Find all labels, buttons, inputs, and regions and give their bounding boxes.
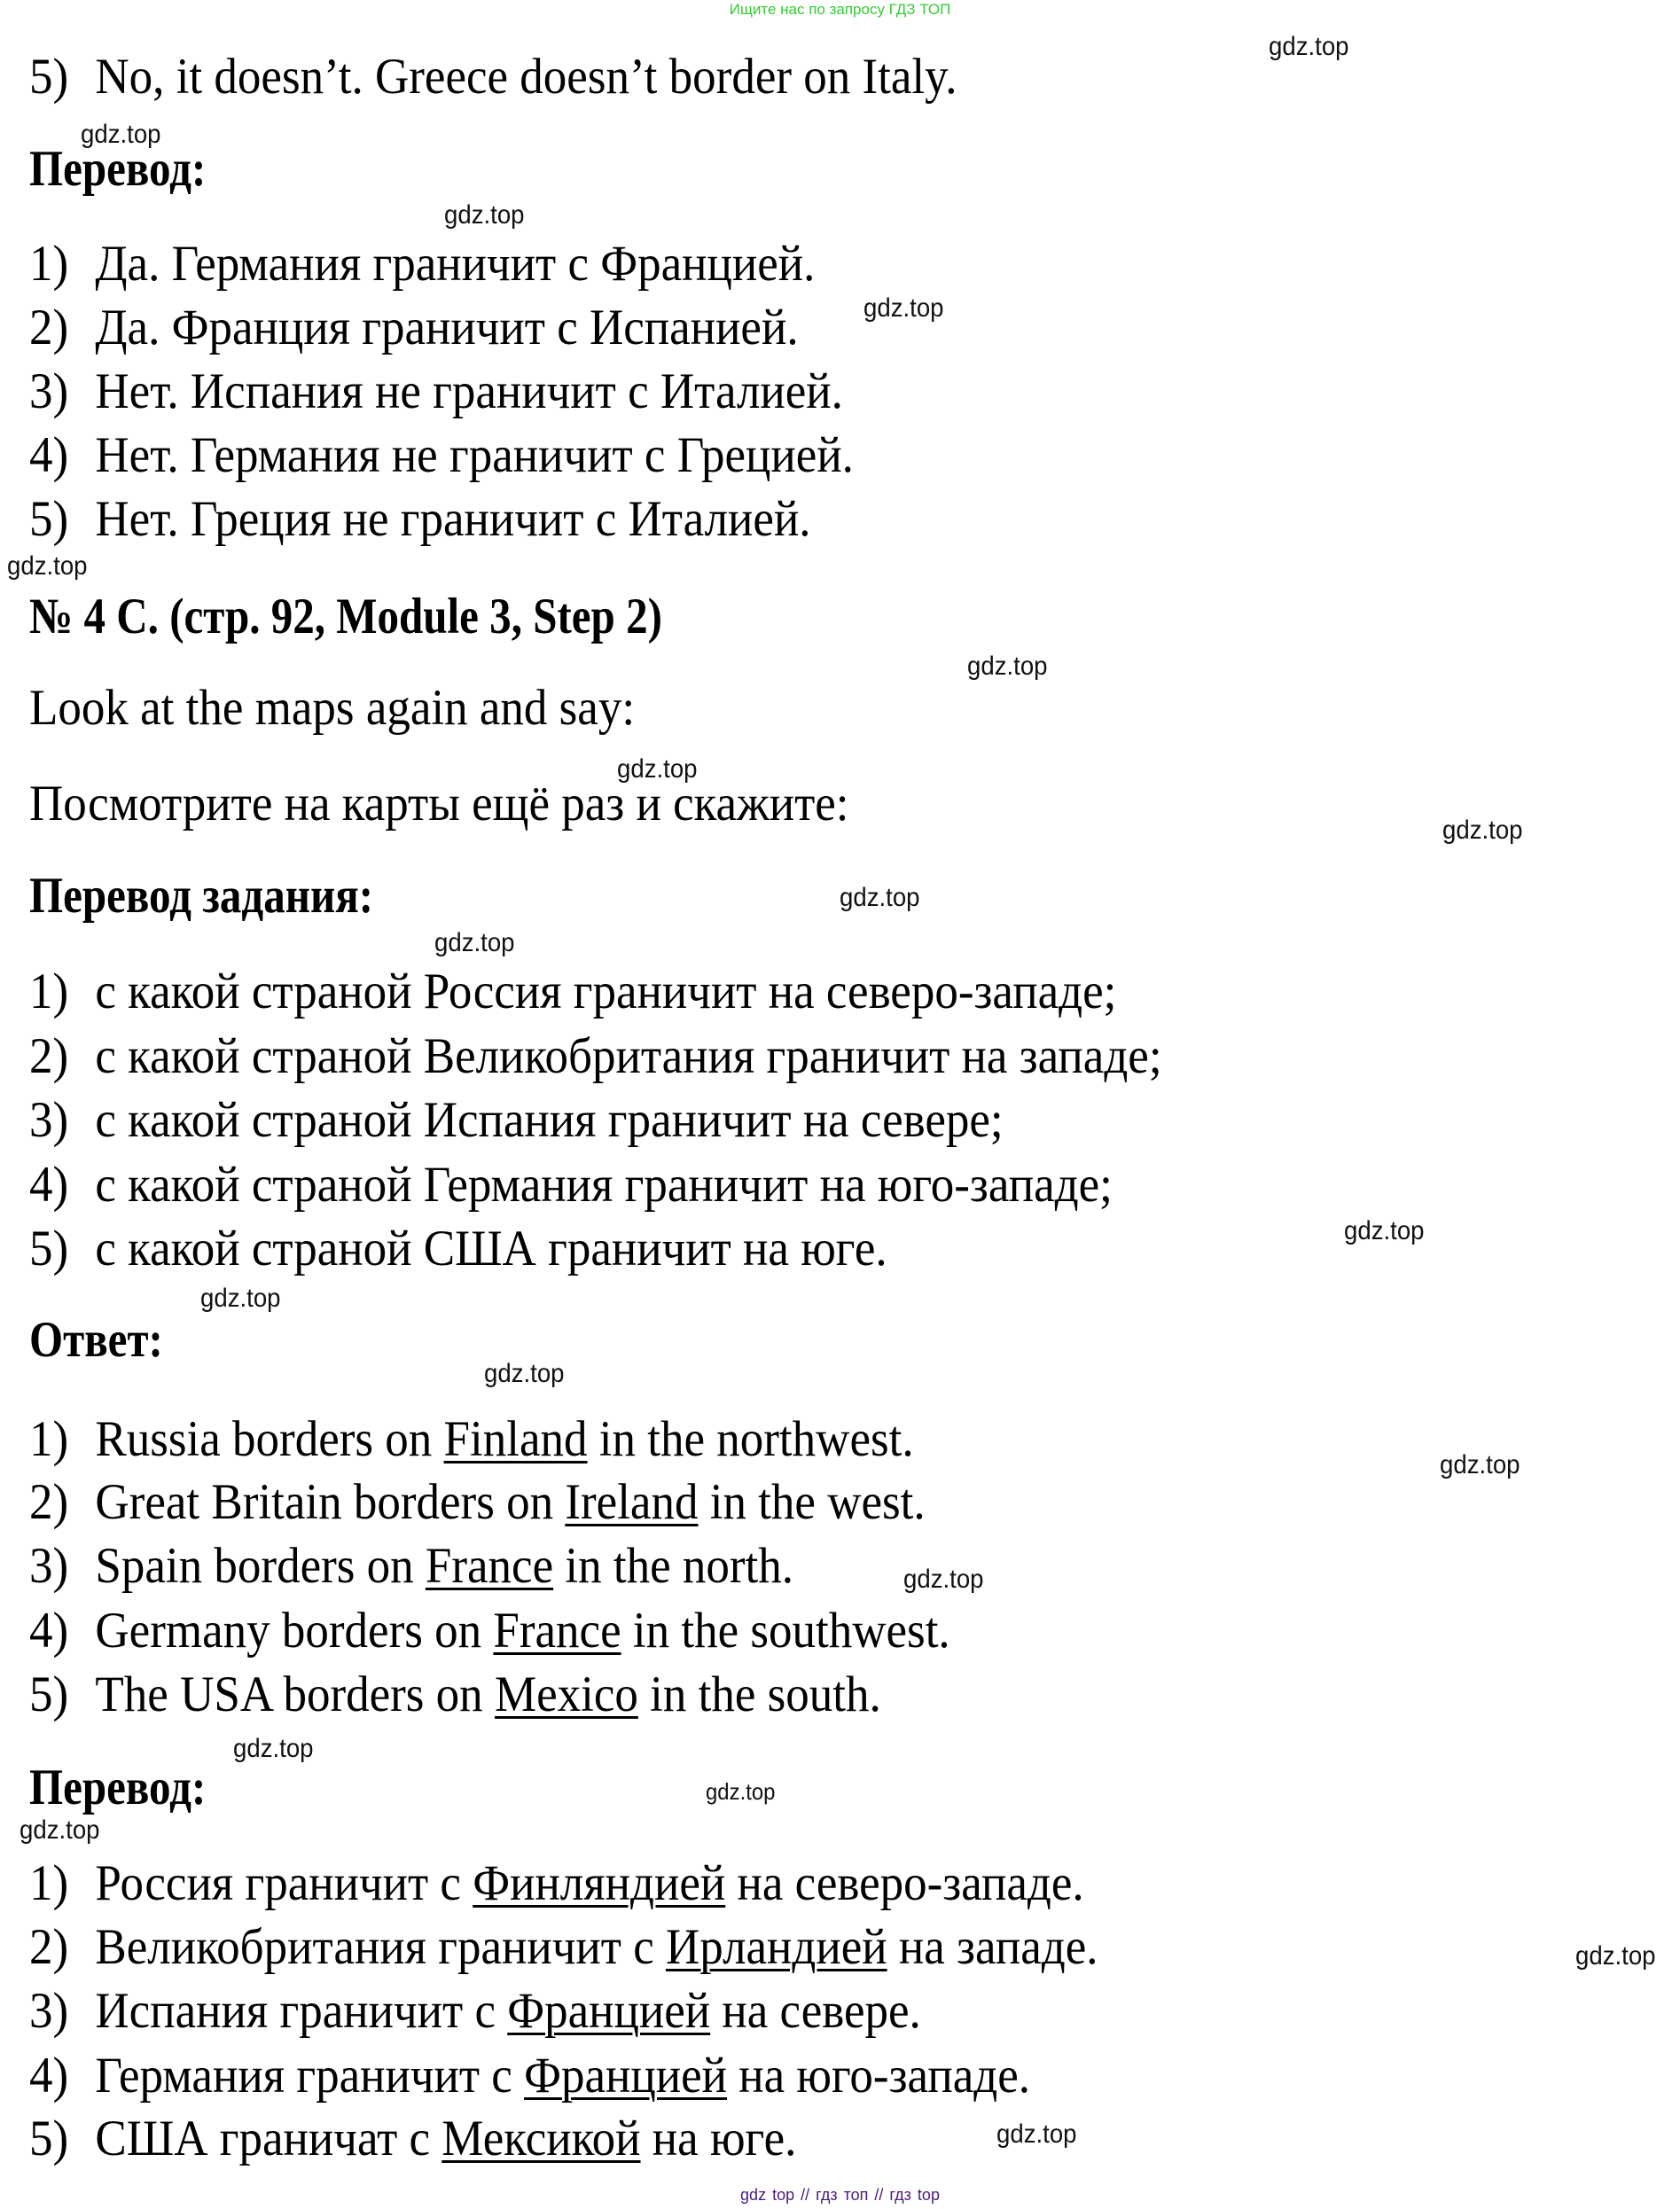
section-heading-translation: Перевод:	[29, 141, 207, 197]
item-number: 5)	[29, 49, 69, 105]
key-country: Ирландией	[665, 1919, 887, 1975]
prev-translation-item	[29, 302, 799, 353]
item-text: Великобритания граничит с	[95, 1919, 666, 1975]
item-number: 5)	[29, 491, 69, 547]
item-number: 1)	[29, 236, 69, 292]
task-item	[29, 966, 1116, 1017]
item-text: The USA borders on	[95, 1667, 495, 1722]
item-text: in the west.	[698, 1474, 926, 1530]
prev-translation-item	[29, 236, 816, 292]
item-text: на юго-западе.	[726, 2048, 1031, 2104]
item-text: Да. Франция граничит с Испанией.	[95, 300, 799, 355]
key-country: Finland	[443, 1411, 588, 1467]
item-number: 3)	[29, 363, 69, 419]
task-item	[29, 1092, 1004, 1148]
item-text: Germany borders on	[95, 1603, 494, 1659]
watermark-text: gdz.top	[200, 1284, 281, 1313]
search-banner[interactable]: Ищите нас по запросу ГДЗ ТОП	[729, 1, 951, 18]
section-heading-answer: Ответ:	[29, 1312, 163, 1368]
item-text: Да. Германия граничит с Францией.	[95, 236, 816, 292]
item-number: 2)	[29, 1028, 69, 1084]
task-item	[29, 1028, 1162, 1084]
key-country: Ireland	[565, 1474, 699, 1530]
item-text: на северо-западе.	[725, 1855, 1084, 1911]
item-text: Нет. Испания не граничит с Италией.	[95, 363, 843, 419]
item-text: Great Britain borders on	[95, 1474, 566, 1530]
answer-translation-item	[29, 2048, 1031, 2104]
prev-translation-item	[29, 363, 843, 419]
watermark-text: gdz.top	[444, 200, 525, 230]
instruction-english: Look at the maps again and say:	[29, 680, 636, 736]
watermark-text: gdz.top	[996, 2119, 1077, 2149]
item-text: с какой страной Испания граничит на севере;	[95, 1092, 1004, 1148]
answer-item	[29, 1474, 926, 1530]
item-number: 5)	[29, 2111, 69, 2166]
item-text: с какой страной Россия граничит на северо-западе;	[95, 964, 1117, 1019]
watermark-text: gdz.top	[863, 293, 944, 323]
task-item	[29, 1157, 1113, 1213]
item-number: 2)	[29, 300, 69, 355]
watermark-text: gdz.top	[81, 120, 161, 149]
item-text: Spain borders on	[95, 1538, 426, 1594]
key-country: Mexico	[494, 1667, 638, 1722]
item-number: 5)	[29, 1221, 69, 1276]
item-number: 4)	[29, 2048, 69, 2104]
item-text: in the north.	[553, 1538, 794, 1594]
item-text: Испания граничит с	[95, 1983, 508, 2039]
item-text: in the southwest.	[621, 1603, 950, 1659]
watermark-text: gdz.top	[434, 928, 515, 957]
item-number: 1)	[29, 964, 69, 1019]
prev-translation-item	[29, 427, 854, 483]
item-number: 4)	[29, 1603, 69, 1659]
item-text: на юге.	[640, 2111, 797, 2166]
answer-item	[29, 1411, 914, 1467]
item-text: на севере.	[710, 1983, 921, 2039]
key-country: France	[425, 1538, 554, 1594]
item-text: на западе.	[887, 1919, 1098, 1975]
item-number: 3)	[29, 1983, 69, 2039]
item-text: Нет. Греция не граничит с Италией.	[95, 491, 811, 547]
exercise-title: № 4 C. (стр. 92, Module 3, Step 2)	[29, 589, 662, 644]
item-text: in the northwest.	[587, 1411, 914, 1467]
item-text: Германия граничит с	[95, 2048, 525, 2104]
prev-translation-item	[29, 491, 811, 547]
watermark-text: gdz.top	[233, 1734, 314, 1763]
watermark-text: gdz.top	[1575, 1941, 1656, 1971]
watermark-text: gdz.top	[1269, 32, 1349, 61]
section-heading-task-translation: Перевод задания:	[29, 868, 374, 924]
item-text: Russia borders on	[95, 1411, 444, 1467]
item-text: США граничат с	[95, 2111, 442, 2166]
watermark-text: gdz.top	[840, 883, 920, 912]
answer-translation-item	[29, 1855, 1084, 1911]
item-text: Нет. Германия не граничит с Грецией.	[95, 427, 854, 483]
watermark-text: gdz.top	[7, 551, 88, 581]
key-country: Францией	[524, 2048, 727, 2104]
item-text: с какой страной США граничит на юге.	[95, 1221, 887, 1276]
key-country: France	[493, 1603, 621, 1659]
answer-item	[29, 1538, 794, 1594]
watermark-text: gdz.top	[967, 652, 1048, 681]
item-text: с какой страной Великобритания граничит на западе;	[95, 1028, 1162, 1084]
watermark-text: gdz.top	[903, 1565, 984, 1594]
item-number: 2)	[29, 1919, 69, 1975]
item-number: 4)	[29, 1157, 69, 1213]
watermark-text: gdz.top	[1440, 1450, 1520, 1479]
item-number: 4)	[29, 427, 69, 483]
answer-translation-item	[29, 1919, 1098, 1975]
watermark-text: gdz.top	[617, 754, 698, 784]
watermark-text: gdz.top	[706, 1778, 776, 1805]
item-number: 1)	[29, 1411, 69, 1467]
key-country: Финляндией	[473, 1855, 726, 1911]
task-item	[29, 1223, 887, 1274]
item-number: 2)	[29, 1474, 69, 1530]
item-text: No, it doesn’t. Greece doesn’t border on Italy.	[95, 49, 957, 105]
section-heading-answer-translation: Перевод:	[29, 1760, 207, 1815]
item-text: Россия граничит с	[95, 1855, 473, 1911]
footer-links[interactable]: gdz top // гдз топ // гдз top	[740, 2186, 940, 2204]
answer-translation-item	[29, 1983, 921, 2039]
watermark-text: gdz.top	[1344, 1216, 1425, 1245]
watermark-text: gdz.top	[484, 1359, 565, 1388]
watermark-text: gdz.top	[1442, 816, 1523, 845]
item-number: 1)	[29, 1855, 69, 1911]
answer-item	[29, 1603, 950, 1659]
instruction-russian: Посмотрите на карты ещё раз и скажите:	[29, 776, 849, 831]
item-number: 5)	[29, 1667, 69, 1722]
item-number: 3)	[29, 1092, 69, 1148]
key-country: Францией	[507, 1983, 711, 2039]
answer-translation-item	[29, 2113, 796, 2164]
answer-item	[29, 1669, 881, 1720]
item-text: in the south.	[637, 1667, 881, 1722]
watermark-text: gdz.top	[20, 1815, 100, 1845]
key-country: Мексикой	[441, 2111, 641, 2166]
item-number: 3)	[29, 1538, 69, 1594]
prev-answer-line-5	[29, 49, 957, 105]
item-text: с какой страной Германия граничит на юго-западе;	[95, 1157, 1113, 1213]
